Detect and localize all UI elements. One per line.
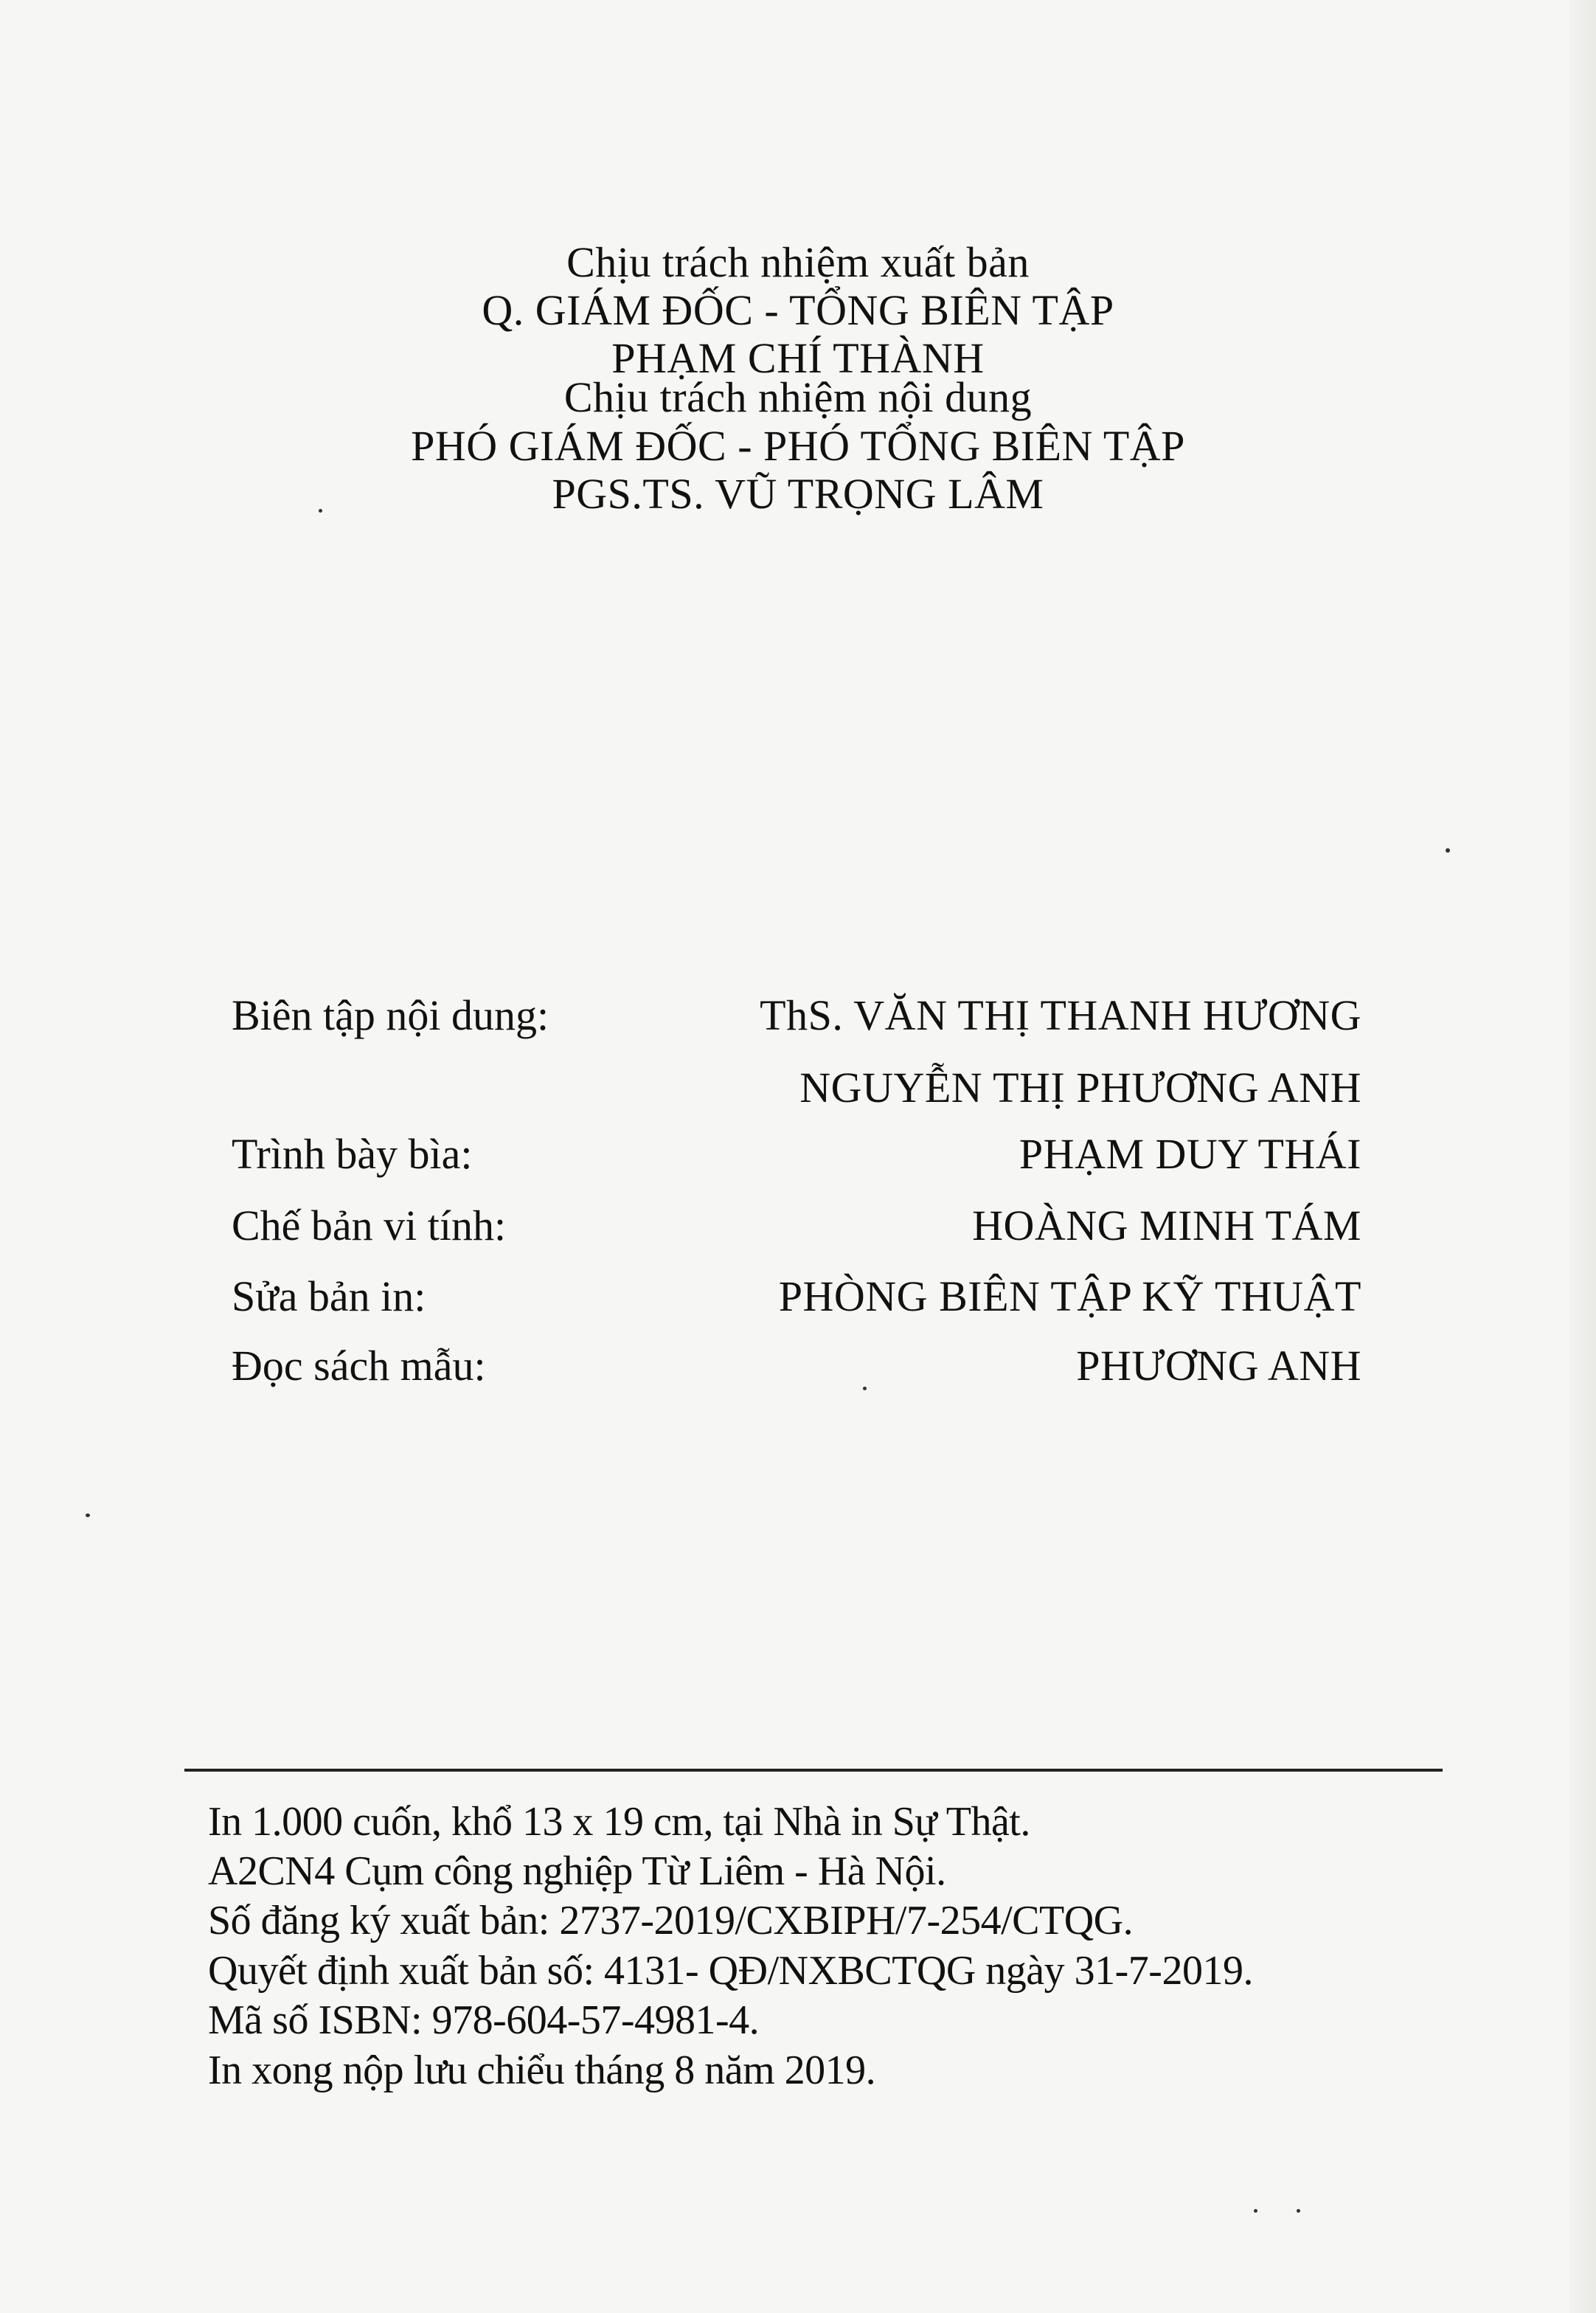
content-responsibility-heading: Chịu trách nhiệm nội dung: [563, 373, 1033, 421]
credit-value-proofreader: PHÒNG BIÊN TẬP KỸ THUẬT: [778, 1272, 1361, 1320]
ink-speck: [319, 509, 322, 513]
credit-label-typesetting: Chế bản vi tính:: [232, 1201, 507, 1249]
imprint-print-run: In 1.000 cuốn, khổ 13 x 19 cm, tại Nhà in Sự Thật.: [208, 1799, 1030, 1845]
imprint-publishing-decision: Quyết định xuất bản số: 4131- QĐ/NXBCTQG ngày 31-7-2019.: [208, 1948, 1253, 1994]
credit-value-content-editor-2: NGUYỄN THỊ PHƯƠNG ANH: [799, 1064, 1361, 1112]
credit-label-sample-reading: Đọc sách mẫu:: [232, 1342, 486, 1390]
credit-label-proofreading: Sửa bản in:: [232, 1272, 426, 1320]
ink-speck: [1446, 848, 1450, 853]
ink-speck: [86, 1513, 90, 1517]
credit-value-sample-reader: PHƯƠNG ANH: [1076, 1342, 1361, 1390]
content-director-title: PHÓ GIÁM ĐỐC - PHÓ TỔNG BIÊN TẬP: [411, 422, 1185, 470]
credit-value-content-editor-1: ThS. VĂN THỊ THANH HƯƠNG: [760, 991, 1361, 1039]
imprint-divider: [184, 1769, 1443, 1772]
credit-label-cover-design: Trình bày bìa:: [232, 1130, 473, 1178]
credit-value-typesetter: HOÀNG MINH TÁM: [972, 1201, 1361, 1249]
publishing-responsibility-heading: Chịu trách nhiệm xuất bản: [566, 238, 1030, 286]
imprint-legal-deposit: In xong nộp lưu chiểu tháng 8 năm 2019.: [208, 2047, 876, 2093]
imprint-address: A2CN4 Cụm công nghiệp Từ Liêm - Hà Nội.: [208, 1848, 946, 1894]
publishing-director-name: PHẠM CHÍ THÀNH: [611, 334, 985, 382]
imprint-registration-number: Số đăng ký xuất bản: 2737-2019/CXBIPH/7-254/CTQG.: [208, 1898, 1134, 1943]
credit-label-content-editing: Biên tập nội dung:: [232, 991, 549, 1039]
ink-speck: [1254, 2209, 1257, 2213]
imprint-isbn: Mã số ISBN: 978-604-57-4981-4.: [208, 1997, 760, 2043]
publishing-director-title: Q. GIÁM ĐỐC - TỔNG BIÊN TẬP: [482, 286, 1114, 334]
content-director-name: PGS.TS. VŨ TRỌNG LÂM: [552, 470, 1044, 518]
ink-speck: [1297, 2209, 1300, 2213]
ink-speck: [863, 1387, 867, 1390]
credit-value-cover-designer: PHẠM DUY THÁI: [1019, 1130, 1361, 1178]
